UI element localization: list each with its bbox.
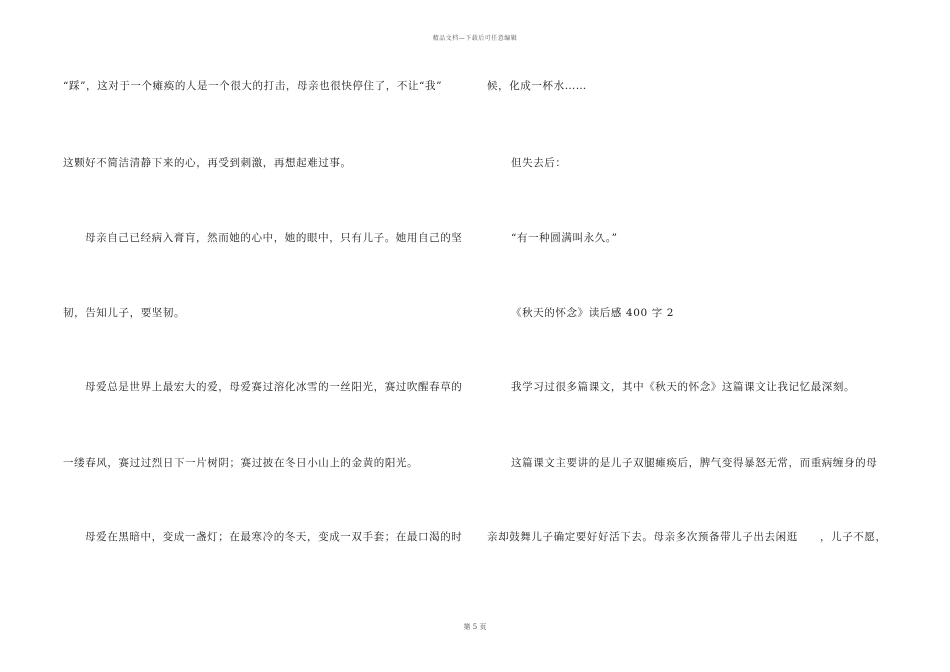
paragraph-line: 这颗好不简洁清静下来的心，再受到刺激，再想起难过事。 <box>63 157 352 169</box>
paragraph-line: 候，化成一杯水…… <box>487 80 587 92</box>
paragraph-line: 母爱在黑暗中，变成一盏灯；在最寒冷的冬天，变成一双手套；在最口渴的时 <box>85 531 463 543</box>
paragraph-line: “踩”，这对于一个瘫痪的人是一个很大的打击，母亲也很快停住了，不让“我” <box>63 80 443 92</box>
page-number: 第 5 页 <box>463 623 487 631</box>
document-header: 精品文档—下载后可任意编辑 <box>432 35 518 42</box>
paragraph-line: 韧，告知儿子，要坚韧。 <box>63 307 186 319</box>
paragraph-line: 母亲自己已经病入膏肓，然而她的心中，她的眼中，只有儿子。她用自己的坚 <box>85 232 463 244</box>
paragraph-line: 这篇课文主要讲的是儿子双腿瘫痪后，脾气变得暴怒无常，而重病缠身的母 <box>511 457 878 469</box>
paragraph-line: 亲却鼓舞儿子确定要好好活下去。母亲多次预备带儿子出去闲逛 ，儿子不愿， <box>487 531 887 543</box>
paragraph-line: 我学习过很多篇课文，其中《秋天的怀念》这篇课文让我记忆最深刻。 <box>511 381 856 393</box>
quote-line: “有一种圆满叫永久。” <box>511 232 618 244</box>
essay-title-line: 《秋天的怀念》读后感 400 字 2 <box>511 307 675 319</box>
paragraph-line: 母爱总是世界上最宏大的爱，母爱赛过溶化冰雪的一丝阳光，赛过吹醒春草的 <box>85 381 463 393</box>
paragraph-line: 但失去后： <box>511 157 567 169</box>
paragraph-line: 一缕春风，赛过过烈日下一片树阴；赛过披在冬日小山上的金黄的阳光。 <box>63 457 419 469</box>
